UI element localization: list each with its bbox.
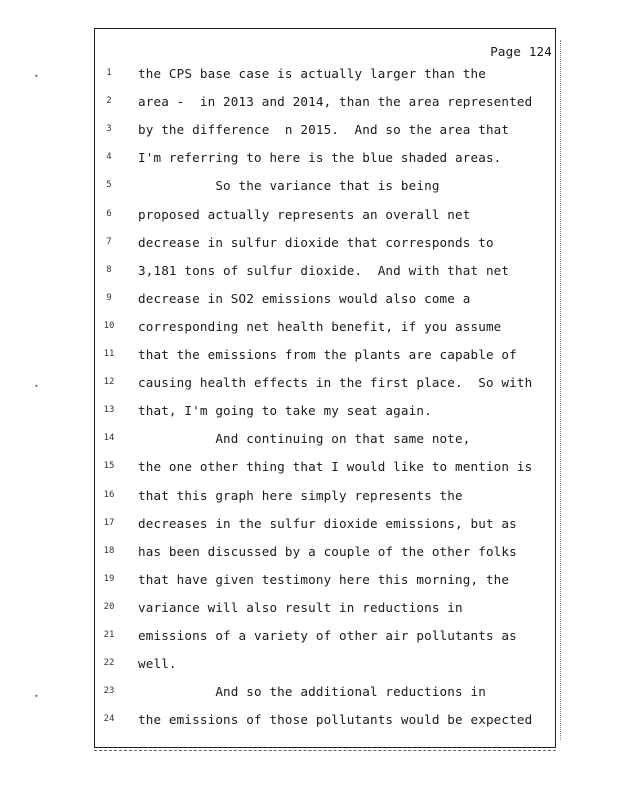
margin-speck: • (34, 72, 39, 81)
transcript-line: area - in 2013 and 2014, than the area represented (138, 94, 533, 110)
transcript-line: the CPS base case is actually larger than the (138, 66, 486, 81)
line-number: 12 (103, 377, 115, 388)
transcript-line: causing health effects in the first place. So with (138, 375, 533, 391)
transcript-line: variance will also result in reductions in (138, 599, 463, 615)
line-number: 8 (106, 264, 112, 275)
transcript-line: So the variance that is being (138, 178, 440, 194)
line-number: 21 (103, 630, 115, 640)
transcript-line: has been discussed by a couple of the other folks (138, 543, 517, 559)
line-number: 23 (103, 686, 115, 697)
line-number: 7 (106, 236, 112, 247)
line-number: 10 (103, 320, 115, 331)
page-number: Page 124 (490, 44, 552, 59)
line-number: 11 (103, 349, 115, 359)
line-number: 16 (103, 489, 115, 500)
margin-speck: • (34, 382, 39, 391)
transcript-line: the one other thing that I would like to mention is (138, 459, 533, 475)
transcript-line: that, I'm going to take my seat again. (138, 403, 432, 419)
line-number: 1 (106, 68, 112, 78)
line-number: 4 (106, 152, 112, 163)
line-number: 24 (103, 714, 115, 725)
scan-bottom-line (94, 750, 556, 752)
line-number: 9 (106, 292, 112, 303)
line-number: 2 (106, 96, 112, 107)
line-number: 5 (106, 180, 112, 191)
transcript-line: proposed actually represents an overall net (138, 206, 471, 222)
transcript-line: decrease in SO2 emissions would also come a (138, 290, 471, 306)
transcript-line: the emissions of those pollutants would be expected (138, 712, 533, 728)
transcript-line: corresponding net health benefit, if you assume (138, 318, 502, 334)
transcript-line: that have given testimony here this morning, the (138, 571, 510, 587)
transcript-line: that the emissions from the plants are capable of (138, 347, 517, 362)
line-number: 14 (103, 433, 115, 444)
transcript-line: by the difference n 2015. And so the area that (138, 122, 510, 138)
transcript-line: And continuing on that same note, (138, 431, 471, 447)
transcript-line: And so the additional reductions in (138, 684, 486, 700)
transcript-line: 3,181 tons of sulfur dioxide. And with that net (138, 262, 510, 278)
line-number: 6 (106, 208, 112, 219)
transcript-line: that this graph here simply represents the (138, 487, 463, 503)
margin-speck: • (34, 692, 39, 701)
line-number: 20 (103, 601, 115, 612)
line-number: 22 (103, 658, 115, 669)
transcript-line: emissions of a variety of other air pollutants as (138, 628, 517, 643)
line-number: 13 (103, 405, 115, 416)
transcript-line: decreases in the sulfur dioxide emissions, but as (138, 515, 517, 531)
line-number: 3 (106, 124, 112, 135)
scan-edge-line (560, 40, 562, 740)
transcript-line: decrease in sulfur dioxide that corresponds to (138, 234, 494, 250)
line-number: 18 (103, 545, 115, 556)
line-number: 17 (103, 517, 115, 528)
line-number: 15 (103, 461, 115, 472)
transcript-line: I'm referring to here is the blue shaded areas. (138, 150, 502, 166)
line-number: 19 (103, 573, 115, 584)
transcript-line: well. (138, 656, 177, 672)
